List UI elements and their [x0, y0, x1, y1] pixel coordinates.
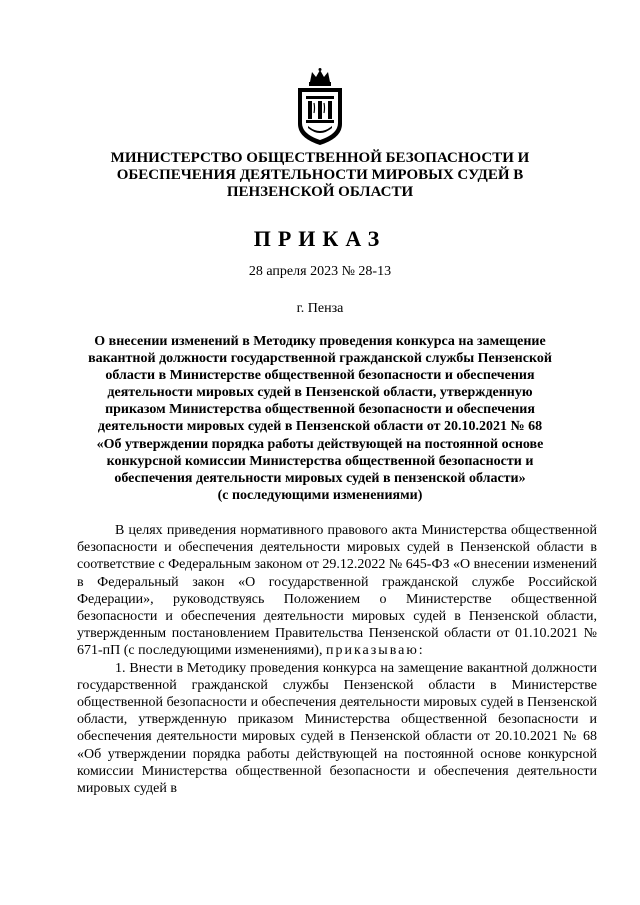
subject-line: области в Министерстве общественной безопасности и обеспечения	[105, 368, 535, 384]
subject-line: О внесении изменений в Методику проведения конкурса на замещение	[94, 334, 546, 349]
subject-line: конкурсной комиссии Министерства общественной безопасности и	[106, 453, 534, 469]
order-date-number: 28 апреля 2023 № 28-13	[248, 264, 392, 279]
order-body	[77, 522, 597, 797]
subject-line: деятельности мировых судей в Пензенской области, утвержденную	[107, 385, 533, 401]
subject-line: деятельности мировых судей в Пензенской области от 20.10.2021 № 68	[97, 419, 543, 435]
subject-line: (с последующими изменениями)	[217, 487, 423, 503]
coat-of-arms-icon	[294, 68, 346, 146]
subject-line: обеспечения деятельности мировых судей в пензенской области»	[114, 470, 526, 486]
order-title: ПРИКАЗ	[253, 226, 387, 251]
ministry-name-line3: ПЕНЗЕНСКОЙ ОБЛАСТИ	[226, 184, 414, 200]
ministry-name-line1: МИНИСТЕРСТВО ОБЩЕСТВЕННОЙ БЕЗОПАСНОСТИ И	[110, 150, 530, 166]
paragraph-1-text: В целях приведения нормативного правового акта Министерства общественной безопасности и обеспечения деятельности мировых судей в Пензенской области в соответствие с Федеральным законом от 29.12.2022 № 645-ФЗ «О внесении изменений в Федеральный закон «О государственной гражданской службе Российской Федерации», руководствуясь Положением о Министерстве общественной безопасности и обеспечения деятельности мировых судей в Пензенской области, утвержденным постановлением Правительства Пензенской области от 01.10.2021 № 671-пП (с последующими изменениями),	[77, 523, 597, 659]
order-subject	[78, 333, 562, 504]
body-paragraph-1	[77, 522, 597, 660]
ministry-name	[60, 150, 580, 201]
subject-line: «Об утверждении порядка работы действующей на постоянной основе	[96, 436, 544, 452]
subject-line: вакантной должности государственной гражданской службы Пензенской	[88, 351, 552, 367]
subject-line: приказом Министерства общественной безопасности и обеспечения	[105, 402, 535, 418]
body-paragraph-2	[77, 660, 597, 798]
order-city: г. Пенза	[296, 301, 344, 316]
ministry-name-line2: ОБЕСПЕЧЕНИЯ ДЕЯТЕЛЬНОСТИ МИРОВЫХ СУДЕЙ В	[116, 167, 524, 183]
order-directive: приказываю:	[325, 643, 425, 659]
paragraph-2-text: 1. Внести в Методику проведения конкурса на замещение вакантной должности государственной гражданской службы Пензенской области в Министерстве общественной безопасности и обеспечения деятельности мировых судей в Пензенской области, утвержденную приказом Министерства общественной безопасности и обеспечения деятельности мировых судей в Пензенской области от 20.10.2021 № 68 «Об утверждении порядка работы действующей на постоянной основе конкурсной комиссии Министерства общественной безопасности и обеспечения деятельности мировых судей в	[77, 660, 597, 797]
